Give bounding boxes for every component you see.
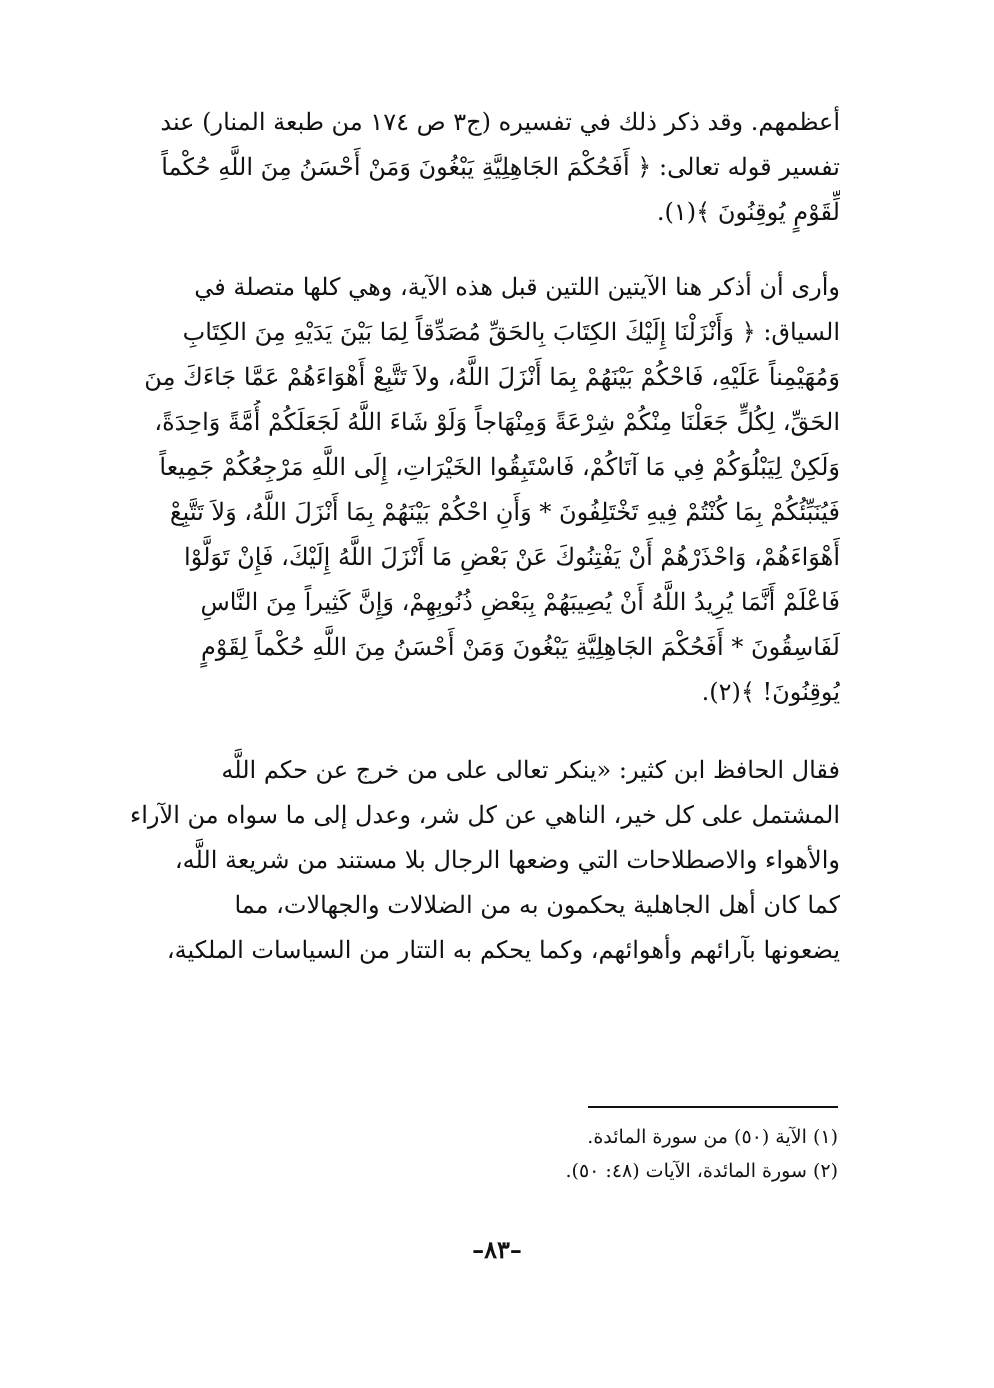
page-body bbox=[118, 100, 840, 973]
text-line: فَيُنَبِّئُكُمْ بِمَا كُنْتُمْ فِيهِ تَخْتَلِفُونَ * وَأَنِ احْكُمْ بَيْنَهُمْ بِمَا أَنْزَلَ اللَّهُ، وَلاَ تَتَّبِعْ bbox=[169, 498, 840, 526]
page-number: –٨٣– bbox=[472, 1235, 522, 1264]
footnotes bbox=[438, 1120, 838, 1188]
text-line: وَمُهَيْمِناً عَلَيْهِ، فَاحْكُمْ بَيْنَهُمْ بِمَا أَنْزَلَ اللَّهُ، ولاَ تَتَّبِعْ أَهْوَاءَهُمْ عَمَّا جَاءَكَ مِنَ bbox=[144, 363, 840, 391]
text-line: وَلَكِنْ لِيَبْلُوَكُمْ فِي مَا آتَاكُمْ، فَاسْتَبِقُوا الخَيْرَاتِ، إِلَى اللَّهِ مَرْجِعُكُمْ جَمِيعاً bbox=[159, 453, 840, 481]
footnote-1: (١) الآية (٥٠) من سورة المائدة. bbox=[587, 1126, 838, 1148]
text-line: فقال الحافظ ابن كثير: «ينكر تعالى على من خرج عن حكم اللَّه bbox=[221, 756, 840, 784]
text-line: أعظمهم. وقد ذكر ذلك في تفسيره (ج٣ ص ١٧٤ من طبعة المنار) عند bbox=[160, 108, 840, 136]
paragraph-1 bbox=[118, 100, 840, 235]
footnote-2: (٢) سورة المائدة، الآيات (٤٨: ٥٠). bbox=[565, 1160, 838, 1182]
text-line: السياق: ﴿ وَأَنْزَلْنَا إِلَيْكَ الكِتَابَ بِالحَقِّ مُصَدِّقاً لِمَا بَيْنَ يَدَيْهِ مِنَ الكِتَابِ bbox=[182, 318, 840, 346]
paragraph-2 bbox=[118, 265, 840, 715]
text-line: المشتمل على كل خير، الناهي عن كل شر، وعدل إلى ما سواه من الآراء bbox=[129, 801, 840, 829]
footnote-divider bbox=[588, 1106, 838, 1108]
text-line: يضعونها بآرائهم وأهوائهم، وكما يحكم به التتار من السياسات الملكية، bbox=[166, 936, 840, 964]
text-line: أَهْوَاءَهُمْ، وَاحْذَرْهُمْ أَنْ يَفْتِنُوكَ عَنْ بَعْضِ مَا أَنْزَلَ اللَّهُ إِلَيْكَ، فَإِنْ تَوَلَّوْا bbox=[184, 543, 840, 571]
text-line: كما كان أهل الجاهلية يحكمون به من الضلالات والجهالات، مما bbox=[234, 891, 840, 919]
text-line: لِّقَوْمٍ يُوقِنُونَ ﴾(١). bbox=[656, 198, 840, 226]
text-line: وأرى أن أذكر هنا الآيتين اللتين قبل هذه الآية، وهي كلها متصلة في bbox=[194, 273, 840, 301]
paragraph-3 bbox=[118, 748, 840, 973]
text-line: والأهواء والاصطلاحات التي وضعها الرجال بلا مستند من شريعة اللَّه، bbox=[174, 846, 840, 874]
text-line: فَاعْلَمْ أَنَّمَا يُرِيدُ اللَّهُ أَنْ يُصِيبَهُمْ بِبَعْضِ ذُنُوبِهِمْ، وَإِنَّ كَثِيراً مِنَ النَّاسِ bbox=[200, 588, 840, 616]
text-line: تفسير قوله تعالى: ﴿ أَفَحُكْمَ الجَاهِلِيَّةِ يَبْغُونَ وَمَنْ أَحْسَنُ مِنَ اللَّهِ حُكْماً bbox=[161, 153, 840, 181]
text-line: الحَقِّ، لِكُلٍّ جَعَلْنَا مِنْكُمْ شِرْعَةً وَمِنْهَاجاً وَلَوْ شَاءَ اللَّهُ لَجَعَلَكُمْ أُمَّةً وَاحِدَةً، bbox=[154, 408, 840, 436]
text-line: يُوقِنُونَ! ﴾(٢). bbox=[701, 678, 840, 706]
text-line: لَفَاسِقُونَ * أَفَحُكْمَ الجَاهِلِيَّةِ يَبْغُونَ وَمَنْ أَحْسَنُ مِنَ اللَّهِ حُكْماً لِقَوْمٍ bbox=[200, 633, 840, 661]
